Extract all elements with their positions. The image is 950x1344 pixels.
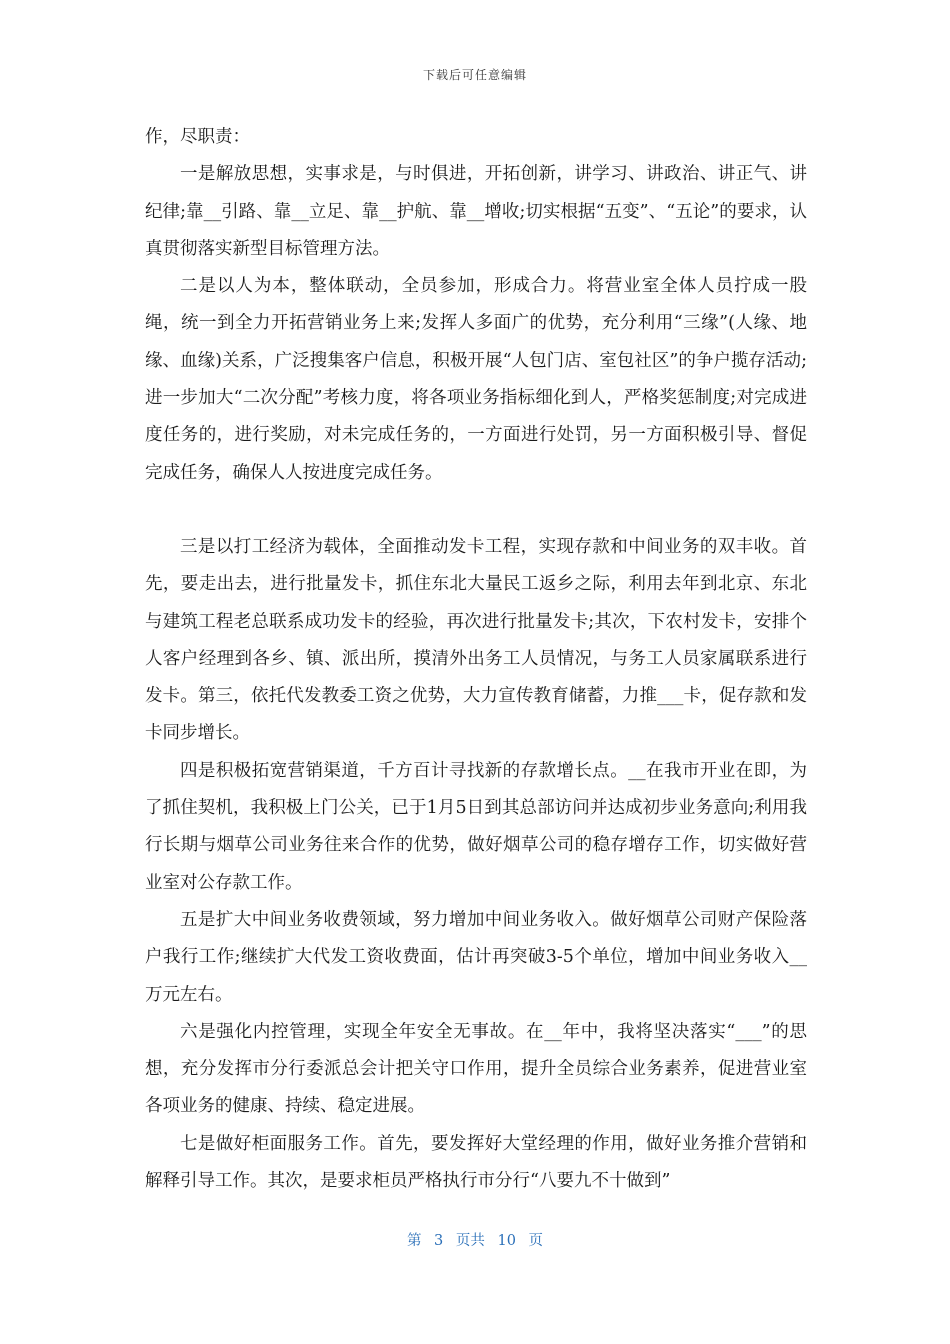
- paragraph-continuation: 作，尽职责：: [145, 127, 250, 147]
- paragraph-item-1: 一是解放思想，实事求是，与时俱进，开拓创新，讲学习、讲政治、讲正气、讲纪律;靠__引路、靠__立足、靠__护航、靠__增收;切实根据“五变”、“五论”的要求，认真贯彻落实新型目标管理方法。: [145, 164, 807, 259]
- paragraph-item-2: 二是以人为本，整体联动，全员参加，形成合力。将营业室全体人员拧成一股绳，统一到全力开拓营销业务上来;发挥人多面广的优势，充分利用“三缘”(人缘、地缘、血缘)关系，广泛搜集客户信息，积极开展“人包门店、室包社区”的争户揽存活动;进一步加大“二次分配”考核力度，将各项业务指标细化到人，严格奖惩制度;对完成进度任务的，进行奖励，对未完成任务的，一方面进行处罚，另一方面积极引导、督促完成任务，确保人人按进度完成任务。: [145, 276, 807, 483]
- header-note: 下载后可任意编辑: [422, 68, 527, 82]
- document-body: [145, 119, 807, 1200]
- paragraph-item-7: 七是做好柜面服务工作。首先，要发挥好大堂经理的作用，做好业务推介营销和解释引导工作。其次，是要求柜员严格执行市分行“八要九不十做到”: [145, 1133, 807, 1192]
- page-footer: 第 3 页共 10 页: [406, 1233, 544, 1249]
- paragraph-item-5: 五是扩大中间业务收费领域，努力增加中间业务收入。做好烟草公司财产保险落户我行工作;继续扩大代发工资收费面，估计再突破3-5个单位，增加中间业务收入__万元左右。: [145, 909, 807, 1005]
- paragraph-item-4: 四是积极拓宽营销渠道，千方百计寻找新的存款增长点。__在我市开业在即，为了抓住契机，我积极上门公关，已于1月5日到其总部访问并达成初步业务意向;利用我行长期与烟草公司业务往来合作的优势，做好烟草公司的稳存增存工作，切实做好营业室对公存款工作。: [145, 760, 807, 893]
- paragraph-item-6: 六是强化内控管理，实现全年安全无事故。在__年中，我将坚决落实“___”的思想，充分发挥市分行委派总会计把关守口作用，提升全员综合业务素养，促进营业室各项业务的健康、持续、稳定进展。: [145, 1021, 807, 1117]
- paragraph-item-3: 三是以打工经济为载体，全面推动发卡工程，实现存款和中间业务的双丰收。首先，要走出去，进行批量发卡，抓住东北大量民工返乡之际，利用去年到北京、东北与建筑工程老总联系成功发卡的经验，再次进行批量发卡;其次，下农村发卡，安排个人客户经理到各乡、镇、派出所，摸清外出务工人员情况，与务工人员家属联系进行发卡。第三，依托代发教委工资之优势，大力宣传教育储蓄，力推___卡，促存款和发卡同步增长。: [145, 536, 807, 744]
